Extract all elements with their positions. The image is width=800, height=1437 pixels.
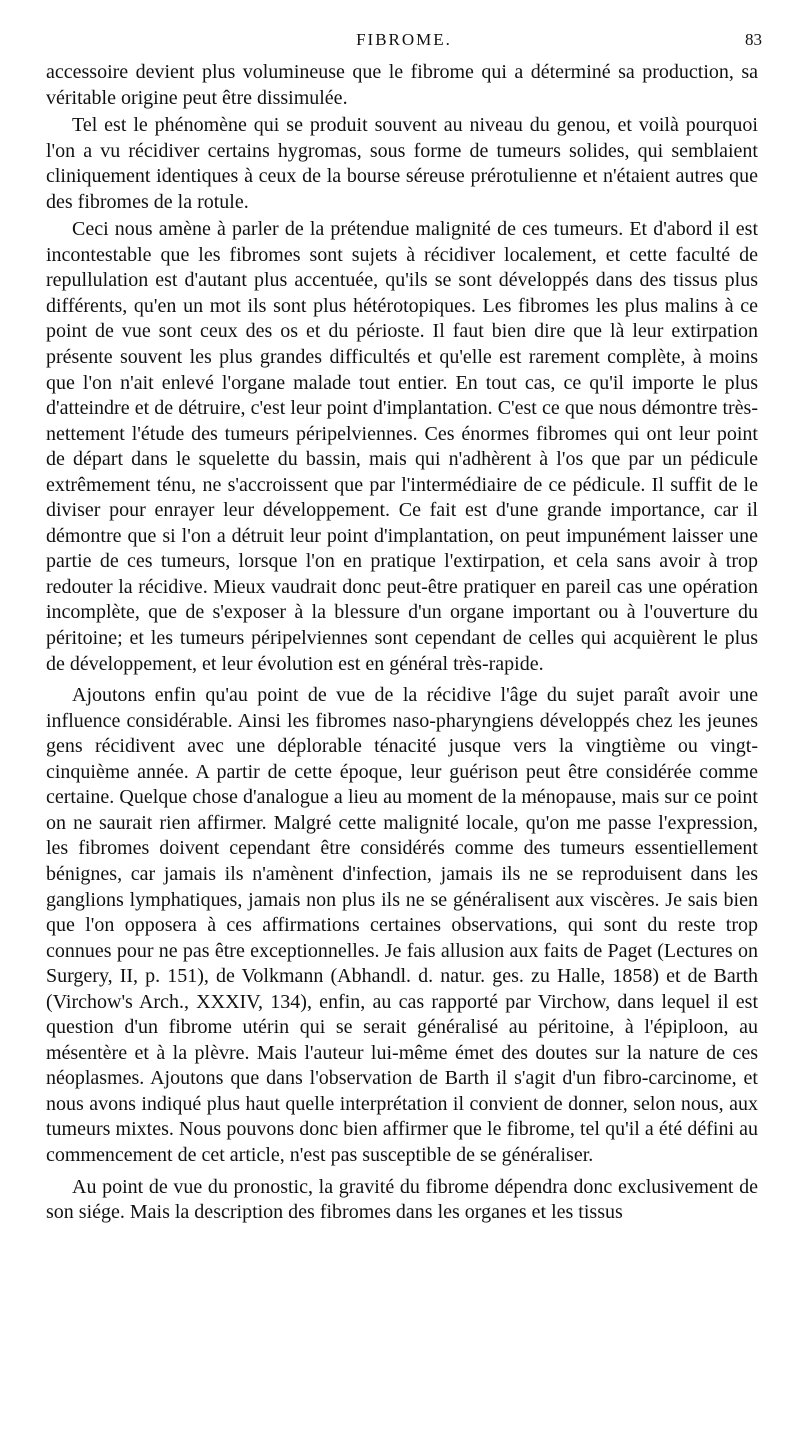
paragraph-continuation: accessoire devient plus volumineuse que le fibrome qui a déterminé sa production, sa véritable origine peut être dissimulée. — [46, 61, 758, 109]
paragraph-hygromas: Tel est le phénomène qui se produit souvent au niveau du genou, et voilà pourquoi l'on a vu récidiver certains hygromas, sous forme de tumeurs solides, qui semblaient cliniquement identiques à ceux de la bourse séreuse prérotulienne et n'étaient autres que des fibromes de la rotule. — [46, 114, 758, 213]
running-title: FIBROME. — [356, 30, 452, 49]
paragraph-malignite: Ceci nous amène à parler de la prétendue malignité de ces tumeurs. Et d'abord il est incontestable que les fibromes sont sujets à récidiver localement, et cette faculté de repullulation est d'autant plus accentuée, qu'ils se sont développés dans des tissus plus différents, qu'en un mot ils sont plus hétérotopiques. Les fibromes les plus malins à ce point de vue sont ceux des os et du périoste. Il faut bien dire que là leur extirpation présente souvent les plus grandes difficultés et qu'elle est rarement complète, à moins que l'on n'ait enlevé l'organe malade tout entier. En tout cas, ce qu'il importe le plus d'atteindre et de détruire, c'est leur point d'implantation. C'est ce que nous démontre très-nettement l'étude des tumeurs péripelviennes. Ces énormes fibromes qui ont leur point de départ dans le squelette du bassin, mais qui n'adhèrent à l'os que par un pédicule extrêmement ténu, ne s'accroissent que par l'intermédiaire de ce pédicule. Il suffit de le diviser pour enrayer leur développement. Ce fait est d'une grande importance, car il démontre que si l'on a détruit leur point d'implantation, on peut impunément laisser une partie de ces tumeurs, lorsque l'on en pratique l'extirpation, et cela sans avoir à trop redouter la récidive. Mieux vaudrait donc peut-être pratiquer en pareil cas une opération incomplète, que de s'exposer à la blessure d'un organe important ou à l'ouverture du péritoine; et les tumeurs péripelviennes sont cependant de celles qui acquièrent le plus de développement, et leur évolution est en général très-rapide. — [46, 218, 758, 675]
paragraph-pronostic: Au point de vue du pronostic, la gravité du fibrome dépendra donc exclusivement de son siége. Mais la description des fibromes dans les organes et les tissus — [46, 1175, 758, 1224]
page-number: 83 — [745, 30, 762, 49]
page-header — [46, 30, 762, 54]
paragraph-recidive: Ajoutons enfin qu'au point de vue de la récidive l'âge du sujet paraît avoir une influence considérable. Ainsi les fibromes naso-pharyngiens développés chez les jeunes gens récidivent avec une déplorable ténacité jusque vers la vingtième ou vingt-cinquième année. A partir de cette époque, leur guérison peut être considérée comme certaine. Quelque chose d'analogue a lieu au moment de la ménopause, mais sur ce point on ne saurait rien affirmer. Malgré cette malignité locale, qu'on me passe l'expression, les fibromes doivent cependant être considérés comme des tumeurs essentiellement bénignes, car jamais ils n'amènent d'infection, jamais ils ne se reproduisent dans les ganglions lymphatiques, jamais non plus ils ne se généralisent aux viscères. Je sais bien que l'on opposera à ces affirmations certaines observations, qui sont du reste trop connues pour ne pas être exceptionnelles. Je fais allusion aux faits de Paget (Lectures on Surgery, II, p. 151), de Volkmann (Abhandl. d. natur. ges. zu Halle, 1858) et de Barth (Virchow's Arch., XXXIV, 134), enfin, au cas rapporté par Virchow, dans lequel il est question d'un fibrome utérin qui se serait généralisé au péritoine, à l'épiploon, au mésentère et à la plèvre. Mais l'auteur lui-même émet des doutes sur la nature de ces néoplasmes. Ajoutons que dans l'observation de Barth il s'agit d'un fibro-carcinome, et nous avons indiqué plus haut quelle interprétation il convient de donner, selon nous, aux tumeurs mixtes. Nous pouvons donc bien affirmer que le fibrome, tel qu'il a été défini au commencement de cet article, n'est pas susceptible de se généraliser. — [46, 684, 758, 1166]
body-text — [46, 60, 758, 1226]
